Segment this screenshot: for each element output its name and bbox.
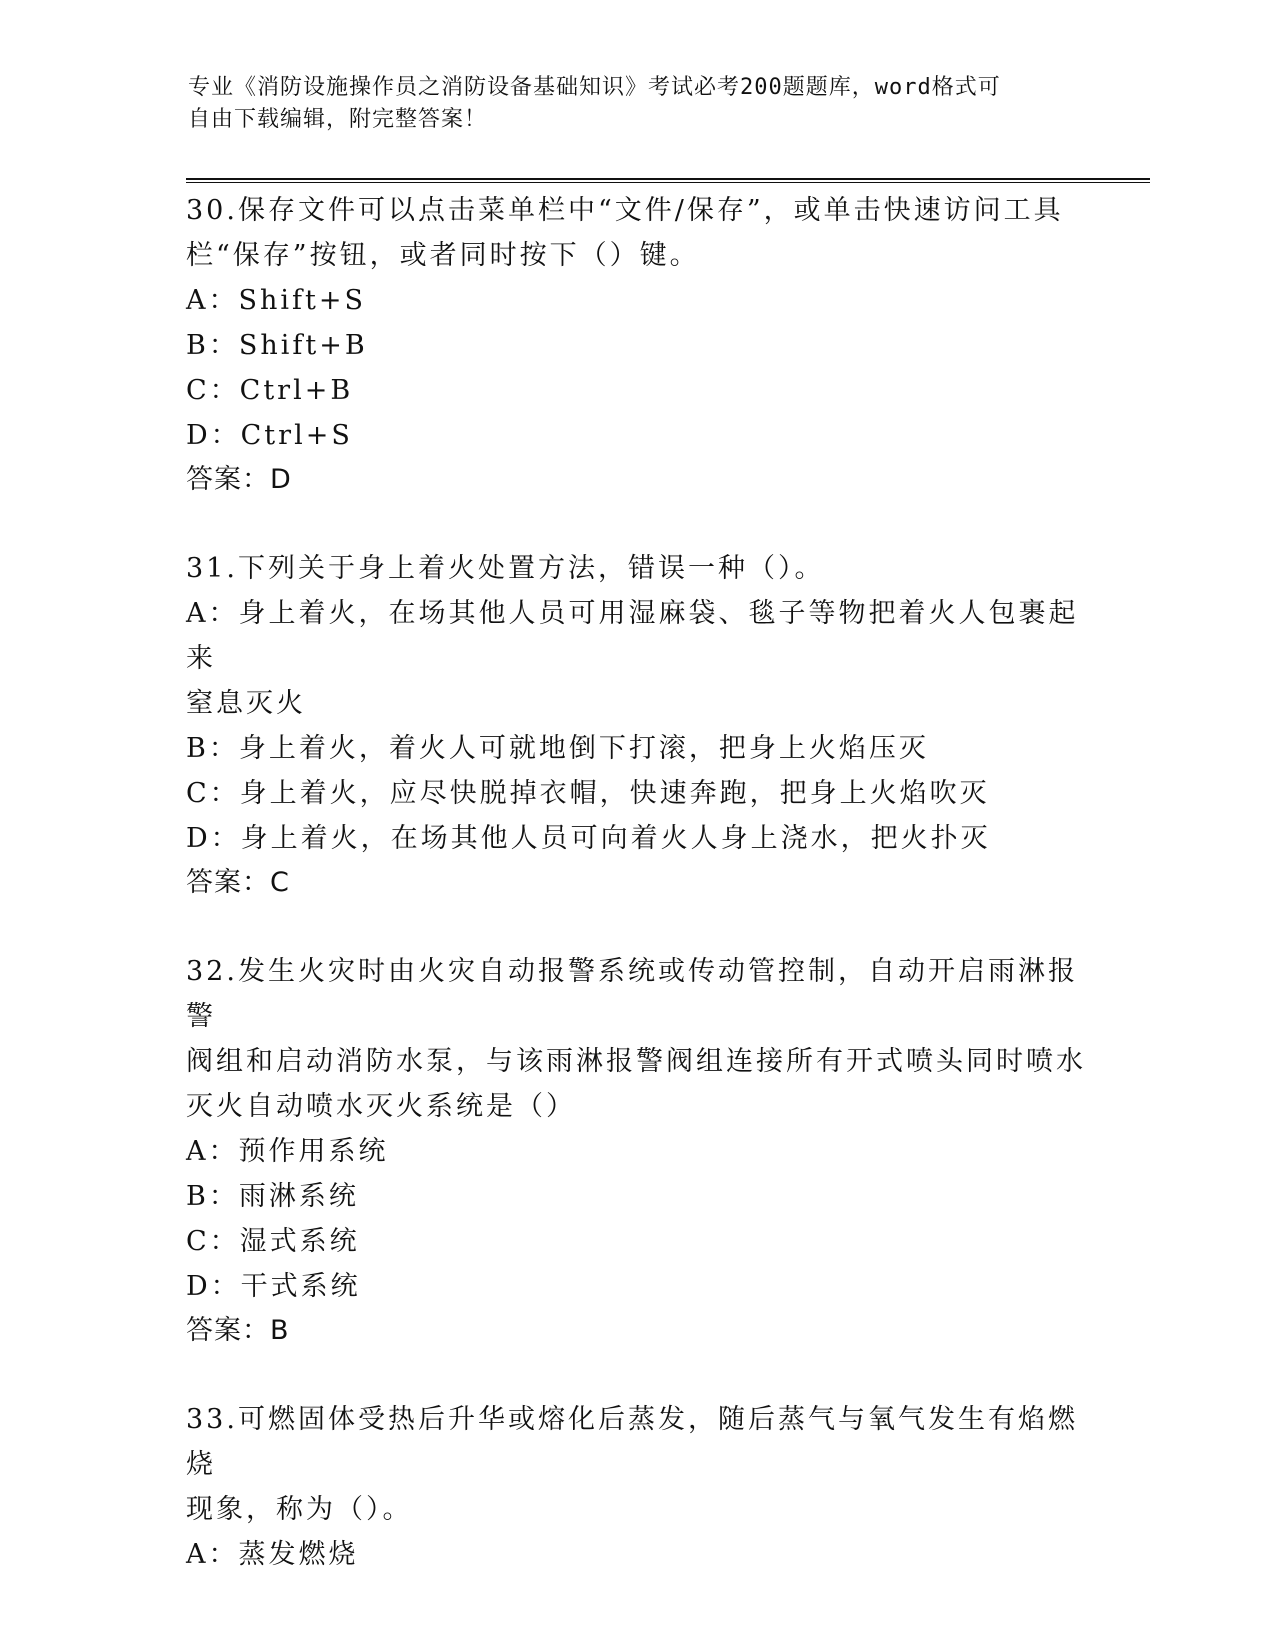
option-b: B：雨淋系统	[186, 1181, 359, 1212]
answer-label: 答案：C	[186, 867, 290, 898]
option-c: C：湿式系统	[186, 1226, 360, 1257]
option-b: B：身上着火，着火人可就地倒下打滚，把身上火焰压灭	[186, 733, 929, 764]
question-list	[186, 188, 1086, 1577]
option-c: C：身上着火，应尽快脱掉衣帽，快速奔跑，把身上火焰吹灭	[186, 778, 990, 809]
option-d: D：Ctrl+S	[186, 420, 353, 451]
answer-label: 答案：B	[186, 1315, 290, 1346]
option-a: A：预作用系统	[186, 1136, 389, 1167]
spacer	[186, 1353, 1086, 1397]
spacer	[186, 905, 1086, 949]
question-stem-line: 灭火自动喷水灭火系统是（）	[186, 1091, 576, 1122]
question-stem-line: 31.下列关于身上着火处置方法，错误一种（）。	[186, 553, 825, 584]
option-a-continued: 窒息灭火	[186, 688, 306, 719]
option-a: A：身上着火，在场其他人员可用湿麻袋、毯子等物把着火人包裹起来	[186, 598, 1079, 674]
option-d: D：身上着火，在场其他人员可向着火人身上浇水，把火扑灭	[186, 823, 991, 854]
option-c: C：Ctrl+B	[186, 375, 354, 406]
question-33	[186, 1397, 1086, 1577]
answer-label: 答案：D	[186, 464, 292, 495]
document-header	[188, 72, 1068, 136]
question-stem-line: 30.保存文件可以点击菜单栏中“文件/保存”，或单击快速访问工具	[186, 195, 1064, 226]
question-stem-line: 33.可燃固体受热后升华或熔化后蒸发，随后蒸气与氧气发生有焰燃烧	[186, 1404, 1078, 1480]
question-31	[186, 546, 1086, 905]
option-d: D：干式系统	[186, 1271, 361, 1302]
option-a: A：蒸发燃烧	[186, 1539, 359, 1570]
question-stem-line: 栏“保存”按钮，或者同时按下（）键。	[186, 240, 700, 271]
header-line-1: 专业《消防设施操作员之消防设备基础知识》考试必考200题题库，word格式可	[188, 75, 1001, 100]
spacer	[186, 502, 1086, 546]
question-32	[186, 949, 1086, 1353]
question-30	[186, 188, 1086, 502]
header-line-2: 自由下载编辑，附完整答案！	[188, 107, 488, 132]
question-stem-line: 现象，称为（）。	[186, 1494, 413, 1525]
option-b: B：Shift+B	[186, 330, 368, 361]
question-stem-line: 32.发生火灾时由火灾自动报警系统或传动管控制，自动开启雨淋报警	[186, 956, 1078, 1032]
option-a: A：Shift+S	[186, 285, 366, 316]
header-divider	[186, 178, 1150, 183]
question-stem-line: 阀组和启动消防水泵，与该雨淋报警阀组连接所有开式喷头同时喷水	[186, 1046, 1086, 1077]
